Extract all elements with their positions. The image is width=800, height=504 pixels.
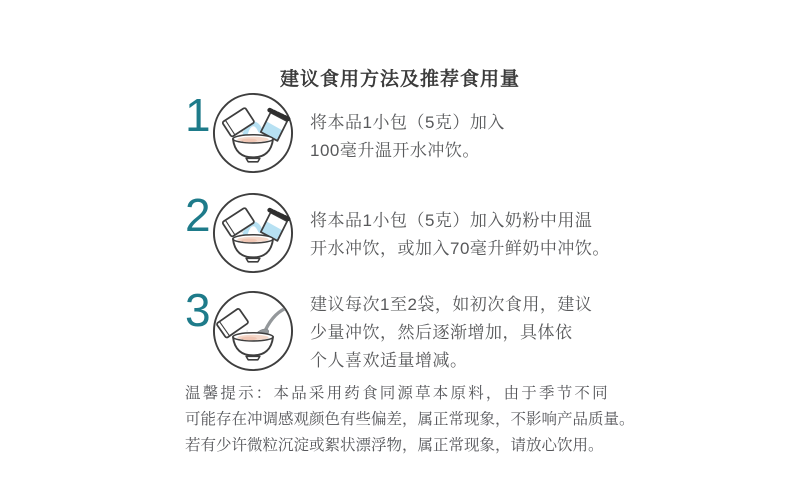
step-3-number: 3 [185, 284, 211, 336]
step-1-number: 1 [185, 89, 211, 141]
step-1 [185, 89, 505, 174]
step-3-text [310, 291, 592, 375]
warm-tip-line: 温馨提示：本品采用药食同源草本原料，由于季节不同 [185, 385, 610, 402]
step-text-line: 将本品1小包（5克）加入奶粉中用温 [310, 211, 593, 230]
sachet-spoon-bowl-icon [212, 290, 294, 372]
step-1-text [310, 109, 505, 165]
sachet-cup-pour-bowl-icon [212, 192, 294, 274]
warm-tip-line: 若有少许微粒沉淀或絮状漂浮物，属正常现象，请放心饮用。 [185, 437, 604, 454]
step-text-line: 个人喜欢适量增减。 [310, 351, 468, 370]
step-text-line: 将本品1小包（5克）加入 [310, 113, 505, 132]
step-2-text [310, 207, 610, 263]
step-text-line: 少量冲饮，然后逐渐增加，具体依 [310, 323, 573, 342]
sachet-cup-pour-bowl-icon [212, 92, 294, 174]
warm-tip [185, 381, 635, 459]
page-title: 建议食用方法及推荐食用量 [279, 69, 520, 90]
step-2 [185, 189, 610, 274]
warm-tip-line: 可能存在冲调感观颜色有些偏差，属正常现象，不影响产品质量。 [185, 411, 635, 428]
step-2-number: 2 [185, 189, 211, 241]
step-text-line: 开水冲饮，或加入70毫升鲜奶中冲饮。 [310, 239, 610, 258]
step-text-line: 建议每次1至2袋，如初次食用，建议 [310, 295, 593, 314]
step-3 [185, 284, 593, 375]
step-text-line: 100毫升温开水冲饮。 [310, 141, 480, 160]
